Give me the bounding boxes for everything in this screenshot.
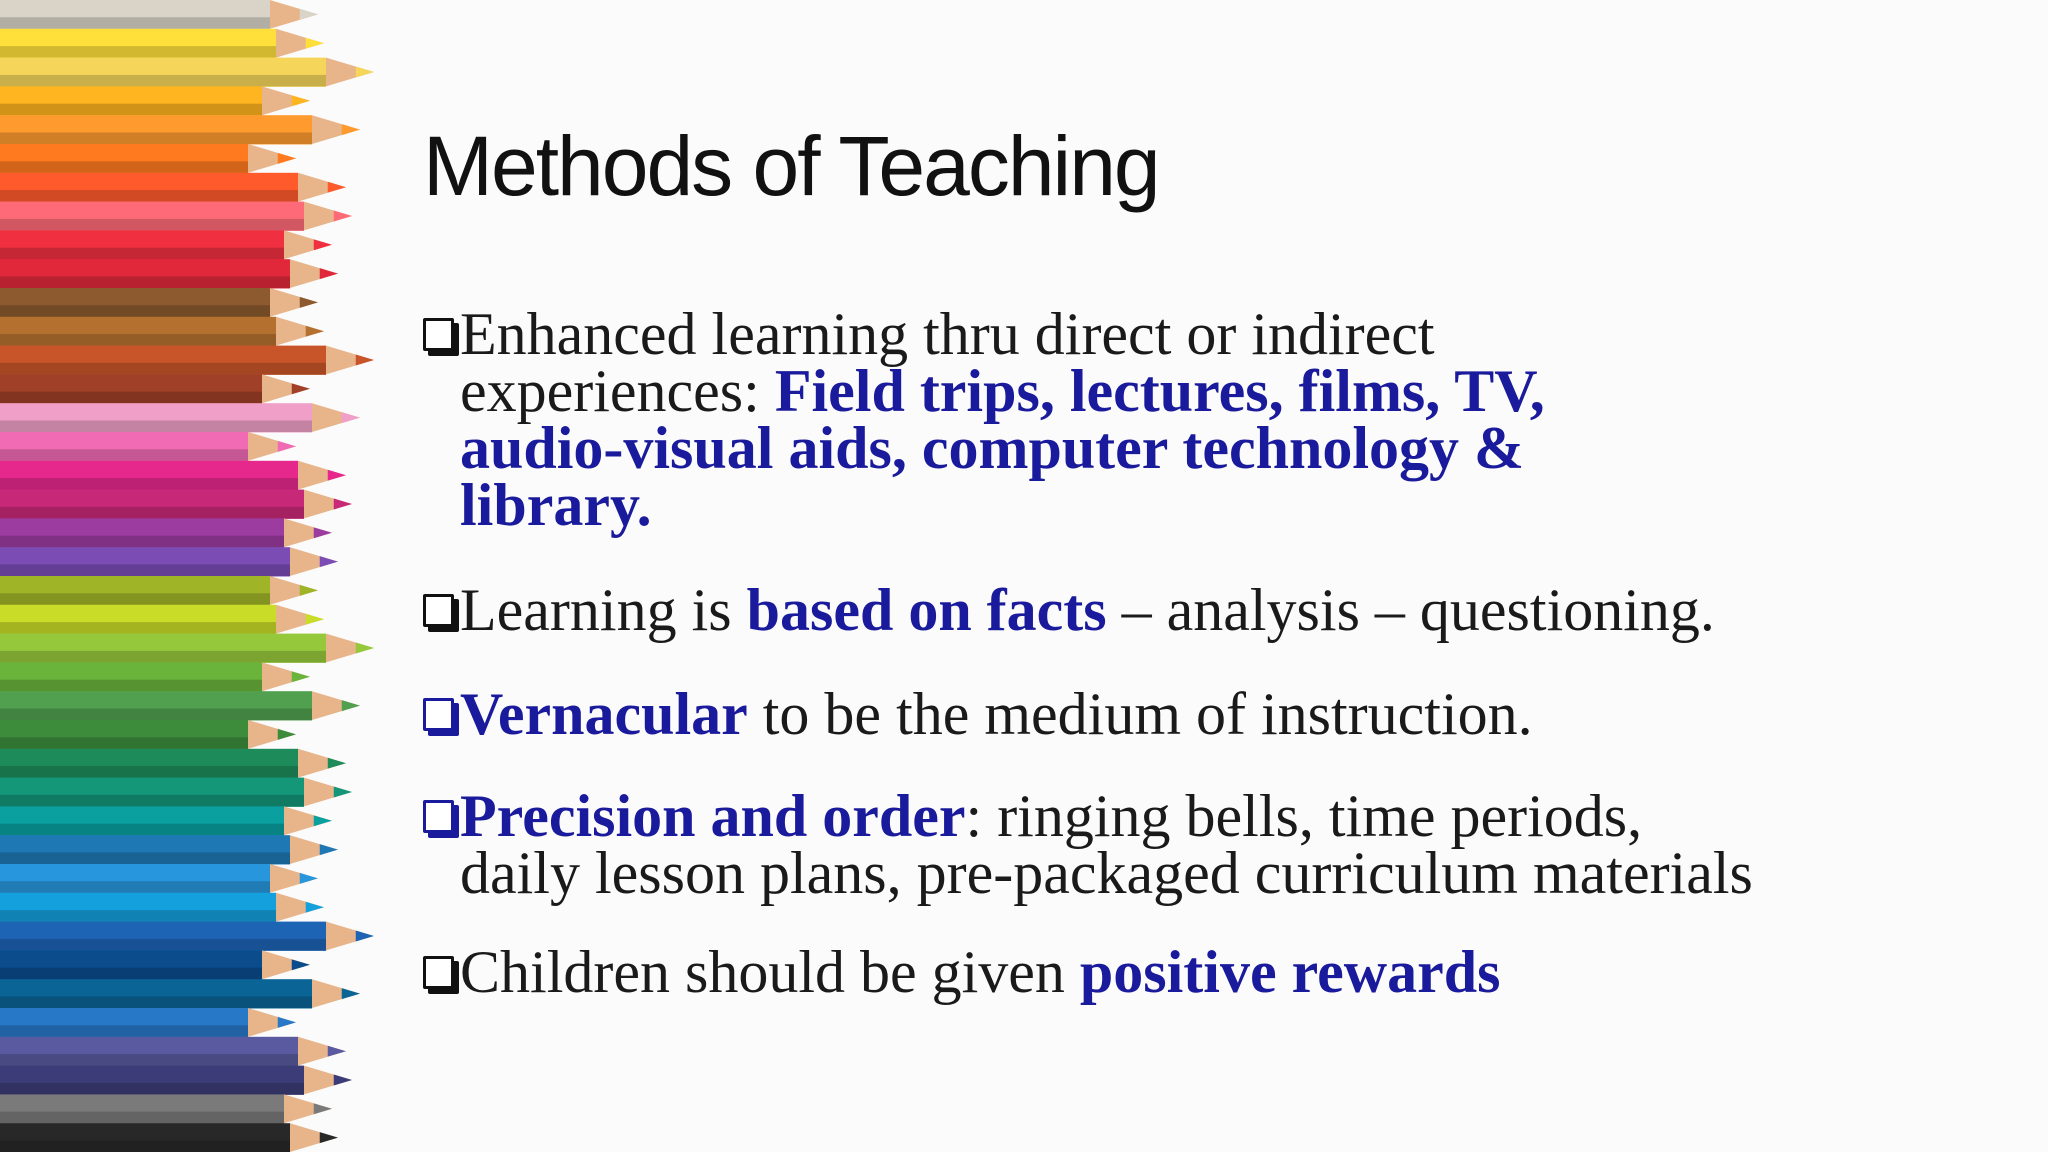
pencil [0,432,296,461]
pencil [0,662,310,691]
pencil [0,518,332,547]
pencil [0,0,318,29]
bullet-emphasis: Field trips, lectures, films, TV, [774,358,1545,424]
pencil [0,979,360,1008]
pencil [0,202,352,231]
pencil [0,634,374,663]
pencil [0,922,374,951]
checkbox-bullet-icon [423,318,454,351]
bullet-text: Learning is [460,577,747,643]
colored-pencils-image [0,0,400,1152]
pencil [0,86,310,115]
bullet-item [423,301,2023,538]
pencil [0,547,338,576]
slide-title: Methods of Teaching [423,119,1159,213]
checkbox-bullet-icon [423,956,454,989]
pencil [0,778,352,807]
pencil [0,490,352,519]
checkbox-bullet-icon [423,594,454,627]
pencil [0,173,346,202]
pencil [0,1037,346,1066]
bullet-emphasis: based on facts [746,577,1107,643]
pencil [0,1066,352,1095]
pencil [0,605,324,634]
bullet-emphasis: positive rewards [1079,939,1501,1005]
pencil [0,893,324,922]
pencil [0,230,332,259]
bullet-text: to be the medium of instruction. [747,681,1533,747]
bullet-text: Enhanced learning thru direct or indirect [460,301,1435,367]
bullet-item [423,681,2023,747]
pencil [0,749,346,778]
bullet-text: daily lesson plans, pre-packaged curriculum materials [460,840,1753,906]
pencil [0,720,296,749]
pencil [0,29,324,58]
pencil [0,144,296,173]
checkbox-bullet-icon [423,698,454,731]
pencil [0,374,310,403]
pencil [0,1008,296,1037]
bullet-text: experiences: [460,358,775,424]
pencil [0,288,318,317]
pencil [0,403,360,432]
bullet-emphasis: Vernacular [460,681,748,747]
pencil [0,1123,338,1152]
bullet-text: : ringing bells, time periods, [965,783,1643,849]
pencil [0,1094,332,1123]
bullet-emphasis: Precision and order [460,783,966,849]
bullet-item [423,939,2023,1005]
pencil [0,461,346,490]
bullet-emphasis: library. [460,472,652,538]
pencil [0,691,360,720]
pencil [0,576,318,605]
pencil [0,835,338,864]
pencil [0,259,338,288]
pencil [0,346,374,375]
bullet-item [423,577,2023,643]
pencil [0,317,324,346]
pencil [0,950,310,979]
checkbox-bullet-icon [423,800,454,833]
bullet-list [423,301,2023,1047]
pencil [0,864,318,893]
pencil [0,806,332,835]
bullet-text: – analysis – questioning. [1106,577,1715,643]
bullet-text: Children should be given [460,939,1080,1005]
bullet-item [423,783,2023,906]
bullet-emphasis: audio-visual aids, computer technology & [460,415,1524,481]
pencil [0,58,374,87]
pencil [0,115,360,144]
